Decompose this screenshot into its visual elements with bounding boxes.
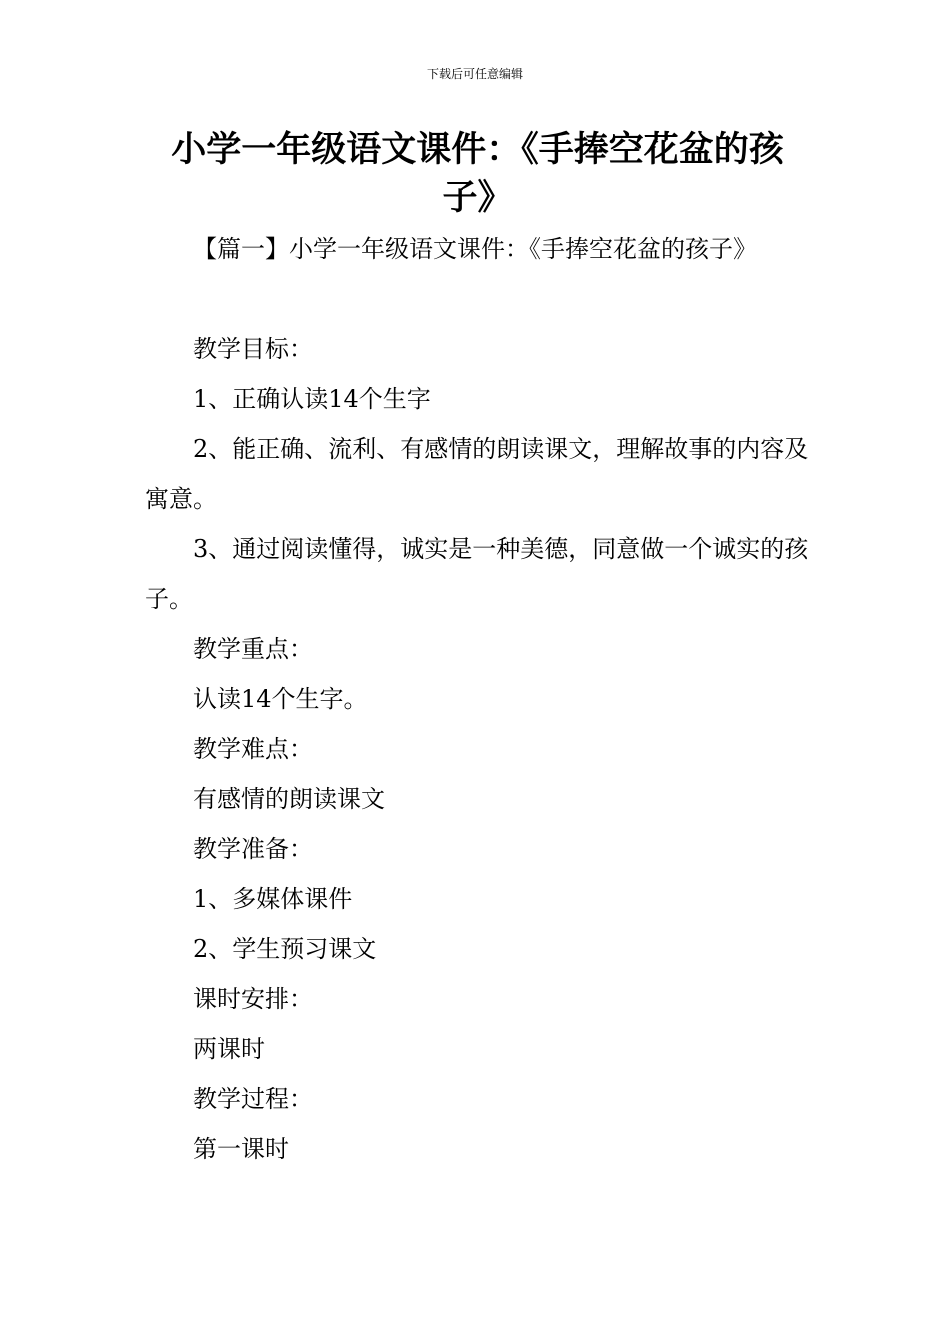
paragraph-difficulties: 有感情的朗读课文 <box>193 785 385 813</box>
paragraph-preparation-2: 2、学生预习课文 <box>193 935 377 963</box>
paragraph-preparation-1: 1、多媒体课件 <box>193 885 353 913</box>
paragraph-difficulties-label: 教学难点： <box>193 735 313 763</box>
paragraph-goal-1: 1、正确认读14个生字 <box>193 385 431 413</box>
document-body <box>145 224 810 1174</box>
paragraph-preparation-label: 教学准备： <box>193 835 313 863</box>
paragraph-process-label: 教学过程： <box>193 1085 313 1113</box>
paragraph-key-points-label: 教学重点： <box>193 635 313 663</box>
header-note: 下载后可任意编辑 <box>426 67 523 81</box>
paragraph-goal-2: 2、能正确、流利、有感情的朗读课文，理解故事的内容及寓意。 <box>145 435 809 513</box>
paragraph-goal-3: 3、通过阅读懂得，诚实是一种美德，同意做一个诚实的孩子。 <box>145 535 809 613</box>
title-line-1: 小学一年级语文课件：《手捧空花盆的孩 <box>171 130 784 170</box>
blank-line <box>145 274 810 324</box>
paragraph-key-points: 认读14个生字。 <box>193 685 368 713</box>
section-heading: 【篇一】小学一年级语文课件：《手捧空花盆的孩子》 <box>193 235 757 263</box>
document-title <box>145 126 810 222</box>
paragraph-schedule-label: 课时安排： <box>193 985 313 1013</box>
paragraph-first-lesson: 第一课时 <box>193 1135 289 1163</box>
paragraph-schedule: 两课时 <box>193 1035 265 1063</box>
paragraph-teaching-goals-label: 教学目标： <box>193 335 313 363</box>
title-line-2: 子》 <box>442 178 513 218</box>
